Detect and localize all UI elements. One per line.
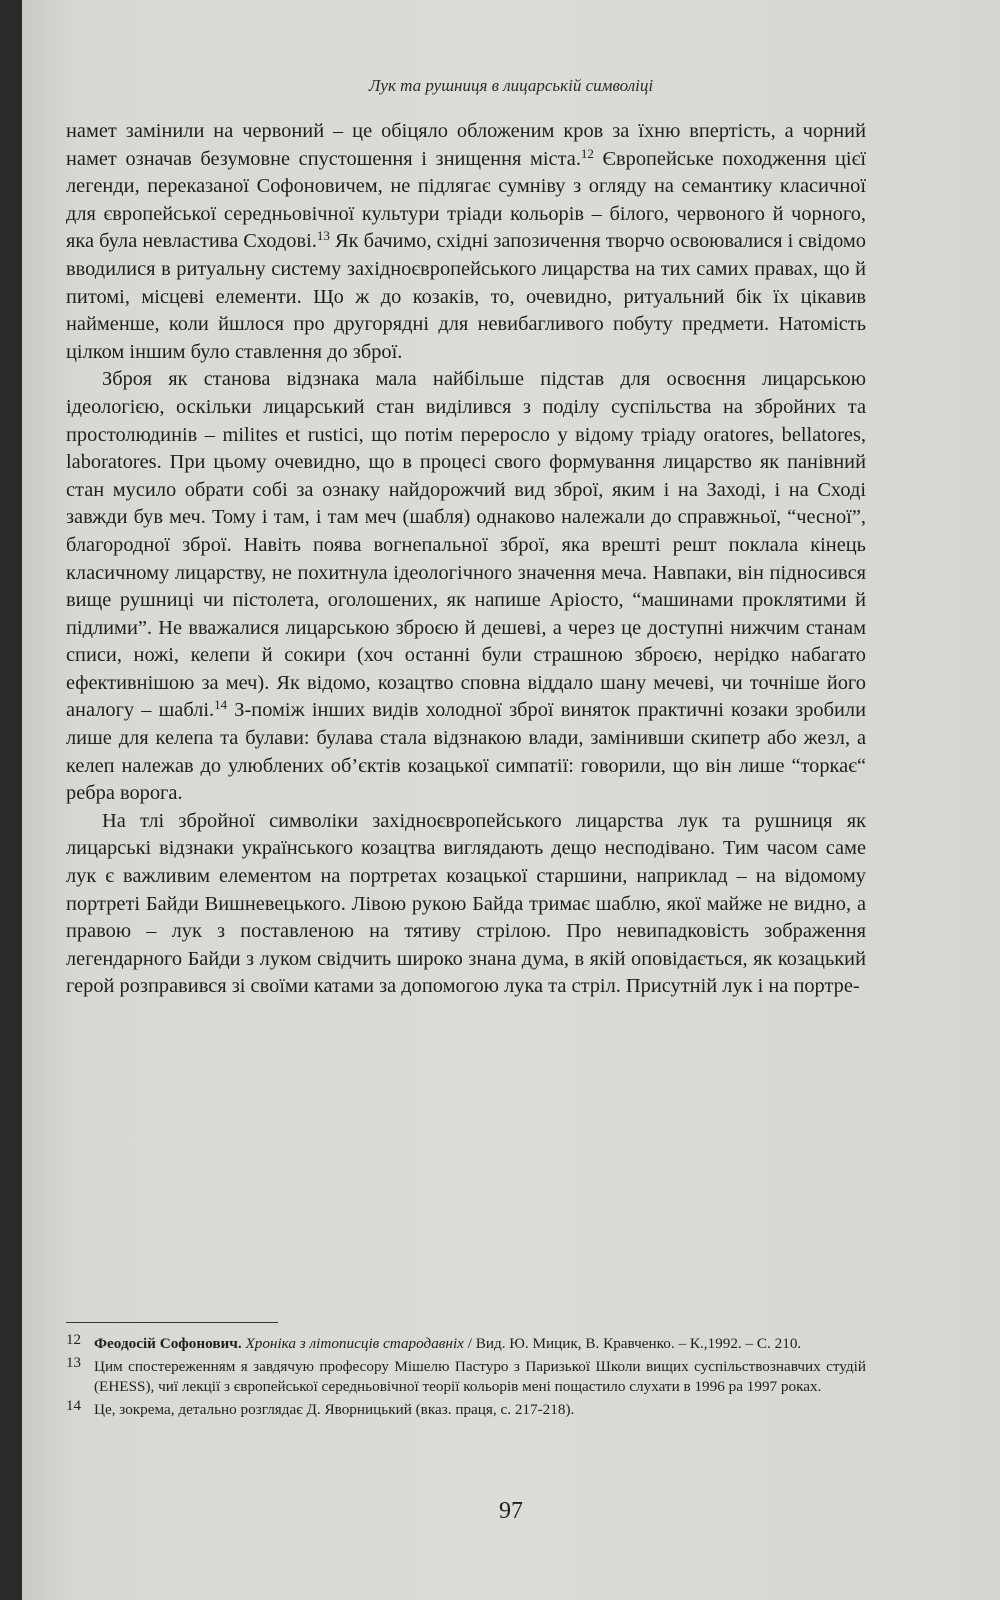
paragraph-1 bbox=[66, 118, 866, 366]
footnote-13 bbox=[66, 1354, 866, 1398]
footnote-text: / Вид. Ю. Мицик, В. Кравченко. – К.,1992. – С. 210. bbox=[463, 1335, 802, 1352]
footnote-author: Феодосій Софонович. bbox=[94, 1335, 242, 1352]
paragraph-3 bbox=[66, 808, 866, 1001]
footnote-number: 13 bbox=[66, 1354, 81, 1371]
footnotes bbox=[66, 1334, 866, 1422]
paragraph-text: На тлі збройної символіки західноєвропейського лицарства лук та рушниця як лицарські відзнаки українського козацтва виглядають дещо несподівано. Тим часом саме лук є важливим елементом на портретах козацької старшини, наприклад – на відомому портреті Байди Вишневецького. Лівою рукою Байда тримає шаблю, якої майже не видно, а правою – лук з поставленою на тятиву стрілою. Про невипадковість зображення легендарного Байди з луком свідчить широко знана дума, в якій оповідається, як козацький герой розправився зі своїми катами за допомогою лука та стріл. Присутній лук і на портре- bbox=[66, 809, 866, 998]
footnote-title: Хроніка з літописців стародавніх bbox=[245, 1335, 464, 1352]
body-text bbox=[66, 118, 866, 1001]
paragraph-text: Як бачимо, східні запозичення творчо освоювалися і свідомо вводилися в ритуальну систему західноєвропейського лицарства на тих самих правах, що й питомі, місцеві елементи. Що ж до козаків, то, очевидно, ритуальний бік їх цікавив найменше, коли йшлося про другорядні для невибагливого побуту предмети. Натомість цілком іншим було ставлення до зброї. bbox=[66, 230, 867, 363]
footnote-ref-13[interactable]: 13 bbox=[316, 228, 330, 244]
paragraph-text: Зброя як станова відзнака мала найбільше підстав для освоєння лицарською ідеологією, оскільки лицарський стан виділився з поділу суспільства на збройних та простолюдинів – milites et rustici, що потім переросло у відому тріаду oratores, bellatores, laboratores. При цьому очевидно, що в процесі свого формування лицарство як панівний стан мусило обрати собі за ознаку найдорожчий вид зброї, яким і на Заході, і на Сході завжди був меч. Тому і там, і там меч (шабля) однаково належали до справжньої, “чесної”, благородної зброї. Навіть поява вогнепальної зброї, яка врешті решт поклала кінець класичному лицарству, не похитнула ідеологічного значення меча. Навпаки, він підносився вище рушниці чи пістолета, оголошених, як напише Аріосто, “машинами проклятими й підлими”. Не вважалися лицарською зброєю й дешеві, а через це доступні нижчим станам списи, ножі, келепи й сокири (хоч останні були страшною зброєю, нерідко набагато ефективнішою за меч). Як відомо, козацтво сповна віддало шану мечеві, чи точніше його аналогу – шаблі. bbox=[66, 368, 866, 722]
footnote-text: Це, зокрема, детально розглядає Д. Яворницький (вказ. праця, с. 217-218). bbox=[94, 1400, 575, 1418]
paragraph-2 bbox=[66, 366, 866, 808]
footnote-number: 14 bbox=[66, 1397, 81, 1414]
paragraph-text: З-поміж інших видів холодної зброї виняток практичні козаки зробили лише для келепа та булави: булава стала відзнакою влади, замінивши скипетр або жезл, а келеп належав до улюблених об’єктів козацької симпатії: говорили, що він лише “торкає“ ребра ворога. bbox=[66, 699, 866, 805]
footnote-divider bbox=[66, 1322, 278, 1323]
footnote-ref-14[interactable]: 14 bbox=[214, 697, 228, 713]
book-page bbox=[22, 0, 1000, 1600]
footnote-text: Цим спостереженням я завдячую професору Мішелю Пастуро з Паризької Школи вищих суспільствознавчих студій (EHESS), чиї лекції з європейської середньовічної теорії кольорів мені пощастило слухати в 1996 ра 1997 роках. bbox=[94, 1357, 866, 1395]
page-number: 97 bbox=[499, 1498, 523, 1524]
footnote-12 bbox=[66, 1334, 866, 1355]
footnote-ref-12[interactable]: 12 bbox=[580, 145, 594, 161]
paragraph-text: Європейське походження цієї легенди, переказаної Софоновичем, не підлягає сумніву з огляду на семантику класичної для європейської середньовічної культури тріади кольорів – білого, червоного й чорного, яка була невластива Сходові. bbox=[66, 147, 866, 253]
paragraph-text: намет замінили на червоний – це обіцяло обложеним кров за їхню впертість, а чорний намет означав безумовне спустошення і знищення міста. bbox=[66, 120, 866, 170]
footnote-14 bbox=[66, 1397, 866, 1421]
footnote-number: 12 bbox=[66, 1332, 81, 1348]
running-head: Лук та рушниця в лицарській символіці bbox=[368, 76, 654, 95]
